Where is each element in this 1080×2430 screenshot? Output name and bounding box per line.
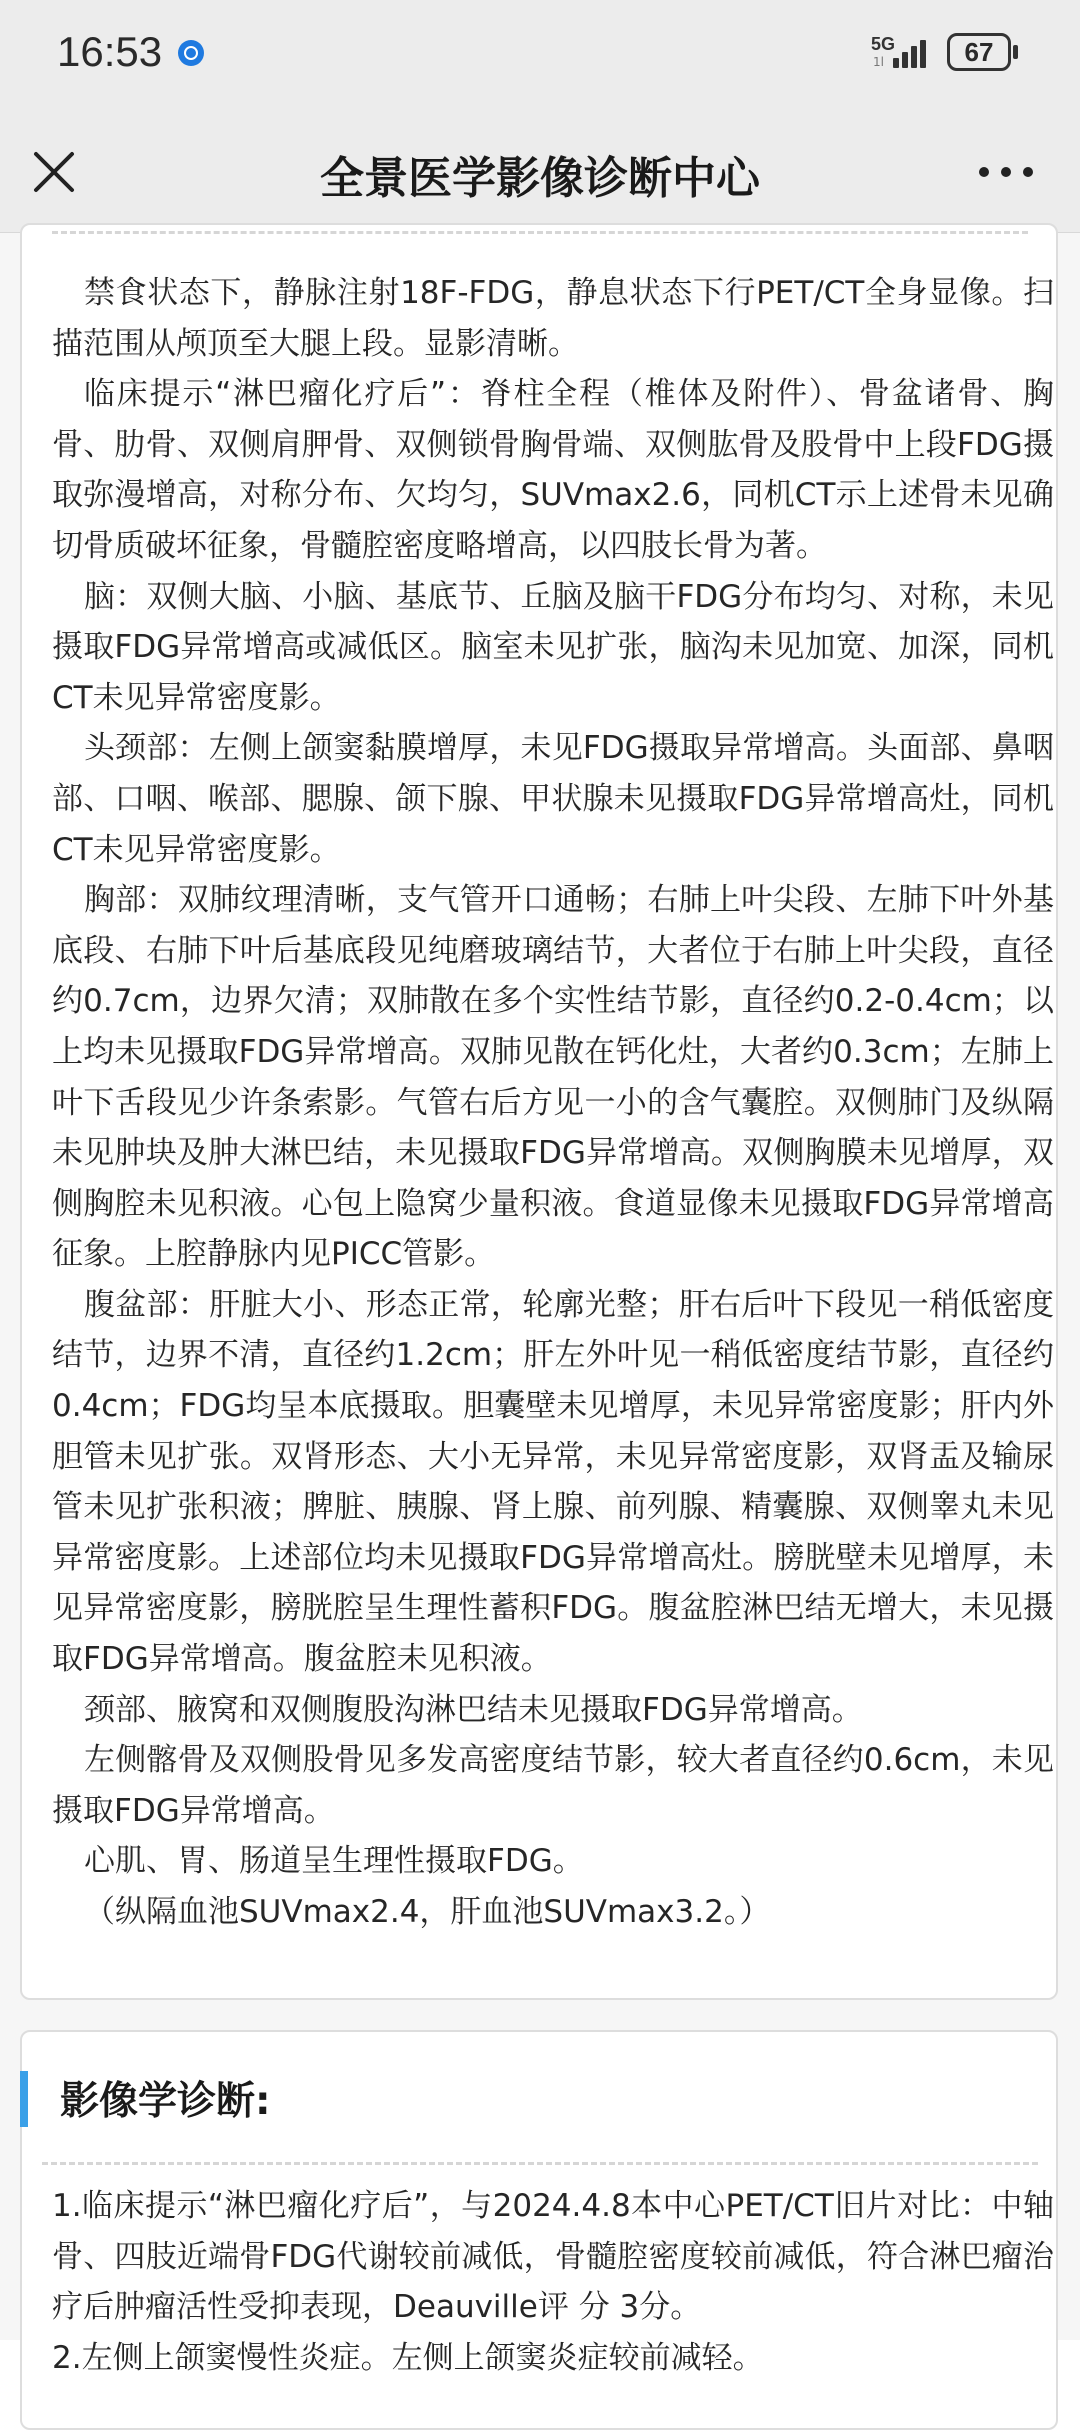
findings-paragraph: 心肌、胃、肠道呈生理性摄取FDG。 [84,1843,584,1880]
divider [42,2162,1038,2165]
battery-cap [1013,45,1018,59]
status-time: 16:53 [57,28,163,75]
findings-paragraph: 临床提示“淋巴瘤化疗后”：脊柱全程（椎体及附件）、骨盆诸骨、胸骨、肋骨、双侧肩胛骨、双侧锁骨胸骨端、双侧肱骨及股骨中上段FDG摄取弥漫增高，对称分布、欠均匀，SUVmax2.6，同机CT示上述骨未见确切骨质破坏征象，骨髓腔密度略增高，以四肢长骨为著。 [52,376,1054,564]
diagnosis-card [20,2030,1058,2430]
findings-paragraph: 禁食状态下，静脉注射18F-FDG，静息状态下行PET/CT全身显像。扫描范围从颅顶至大腿上段。显影清晰。 [52,275,1054,362]
findings-card [20,223,1058,2000]
nav-bar [0,110,1080,233]
diagnosis-text [52,2181,1054,2383]
diagnosis-item: 1.临床提示“淋巴瘤化疗后”，与2024.4.8本中心PET/CT旧片对比：中轴骨、四肢近端骨FDG代谢较前减低，骨髓腔密度较前减低，符合淋巴瘤治疗后肿瘤活性受抑表现，Deauville评 分 3分。 [52,2188,1054,2326]
findings-paragraph: 左侧髂骨及双侧股骨见多发高密度结节影，较大者直径约0.6cm，未见摄取FDG异常增高。 [52,1742,1054,1829]
findings-paragraph: 胸部：双肺纹理清晰，支气管开口通畅；右肺上叶尖段、左肺下叶外基底段、右肺下叶后基底段见纯磨玻璃结节，大者位于右肺上叶尖段，直径约0.7cm，边界欠清；双肺散在多个实性结节影，直径约0.2-0.4cm；以上均未见摄取FDG异常增高。双肺见散在钙化灶，大者约0.3cm；左肺上叶下舌段见少许条索影。气管右后方见一小的含气囊腔。双侧肺门及纵隔未见肿块及肿大淋巴结，未见摄取FDG异常增高。双侧胸膜未见增厚，双侧胸腔未见积液。心包上隐窝少量积液。食道显像未见摄取FDG异常增高征象。上腔静脉内见PICC管影。 [52,882,1054,1273]
close-icon [26,144,82,200]
findings-paragraph: 腹盆部：肝脏大小、形态正常，轮廓光整；肝右后叶下段见一稍低密度结节，边界不清，直径约1.2cm；肝左外叶见一稍低密度结节影，直径约0.4cm；FDG均呈本底摄取。胆囊壁未见增厚，未见异常密度影；肝内外胆管未见扩张。双肾形态、大小无异常，未见异常密度影，双肾盂及输尿管未见扩张积液；脾脏、胰腺、肾上腺、前列腺、精囊腺、双侧睾丸未见异常密度影。上述部位均未见摄取FDG异常增高灶。膀胱壁未见增厚，未见异常密度影，膀胱腔呈生理性蓄积FDG。腹盆腔淋巴结无增大，未见摄取FDG异常增高。腹盆腔未见积液。 [52,1286,1054,1678]
network-type: 5G [871,34,896,54]
close-button[interactable] [26,144,82,200]
app-notification-icon [178,40,204,66]
diagnosis-heading: 影像学诊断: [60,2079,271,2124]
report-content[interactable] [0,233,1080,2376]
signal-strength-icon [893,38,935,68]
findings-paragraph: （纵隔血池SUVmax2.4，肝血池SUVmax3.2。） [84,1894,771,1930]
findings-paragraph: 颈部、腋窝和双侧腹股沟淋巴结未见摄取FDG异常增高。 [84,1691,863,1728]
status-bar [0,0,1080,110]
battery-icon: 67 [947,33,1011,71]
findings-paragraph: 头颈部：左侧上颌窦黏膜增厚，未见FDG摄取异常增高。头面部、鼻咽部、口咽、喉部、腮腺、颌下腺、甲状腺未见摄取FDG异常增高灶，同机CT未见异常密度影。 [52,730,1054,868]
more-button[interactable] [974,154,1038,190]
findings-text [52,268,1054,1938]
divider [52,231,1028,234]
network-activity: 1l [873,55,884,69]
findings-paragraph: 脑：双侧大脑、小脑、基底节、丘脑及脑干FDG分布均匀、对称，未见摄取FDG异常增高或减低区。脑室未见扩张，脑沟未见加宽、加深，同机CT未见异常密度影。 [52,578,1054,716]
page-title: 全景医学影像诊断中心 [320,153,760,204]
section-accent-bar [20,2071,28,2127]
more-horizontal-icon [974,154,1038,190]
diagnosis-item: 2.左侧上颌窦慢性炎症。左侧上颌窦炎症较前减轻。 [52,2339,764,2376]
